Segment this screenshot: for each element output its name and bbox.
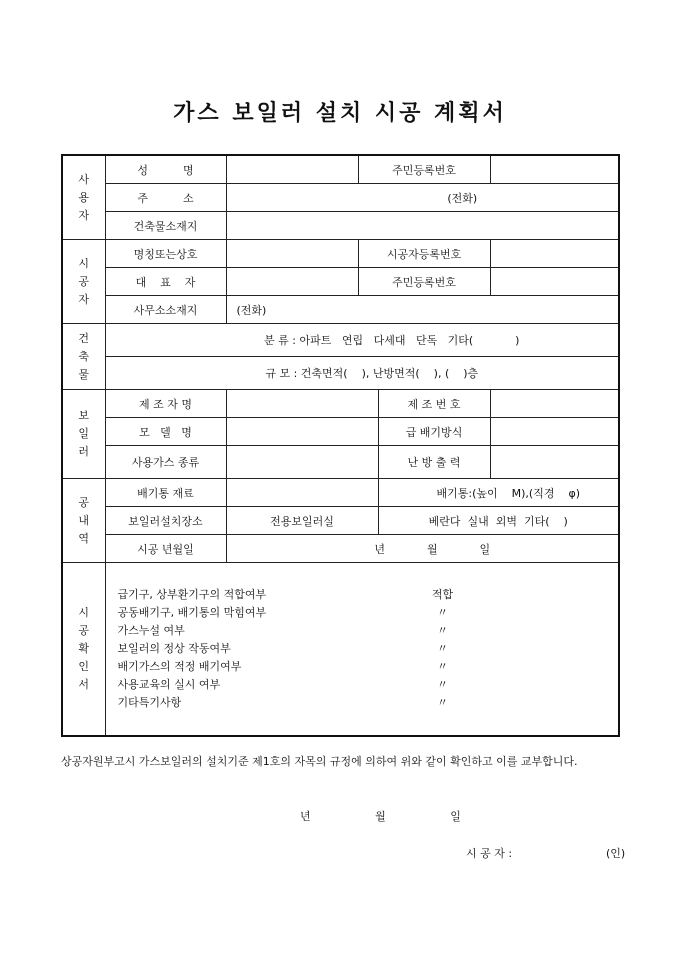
- model-label: 모 델 명: [105, 418, 226, 446]
- confirmation-list: [118, 586, 518, 712]
- representative-field[interactable]: [226, 268, 358, 296]
- confirmation-value[interactable]: 〃: [437, 696, 448, 709]
- exhaust-method-field[interactable]: [490, 418, 619, 446]
- confirmation-value[interactable]: 〃: [437, 624, 448, 637]
- user-rrn-field[interactable]: [490, 155, 619, 184]
- office-location-label: 사무소소재지: [105, 296, 226, 324]
- confirmation-value[interactable]: 〃: [437, 606, 448, 619]
- confirmation-body: [105, 563, 619, 737]
- construction-date-field[interactable]: 년 월 일: [226, 535, 619, 563]
- construction-date-label: 시공 년월일: [105, 535, 226, 563]
- gas-type-field[interactable]: [226, 446, 378, 479]
- address-phone-note: (전화): [447, 191, 478, 205]
- trade-name-field[interactable]: [226, 240, 358, 268]
- confirmation-value[interactable]: 〃: [437, 642, 448, 655]
- contractor-rrn-label: 주민등록번호: [358, 268, 490, 296]
- address-field[interactable]: [226, 184, 619, 212]
- address-label: 주 소: [105, 184, 226, 212]
- section-contractor: 시 공 자: [62, 240, 105, 324]
- exhaust-method-label: 급 배기방식: [378, 418, 490, 446]
- representative-label: 대 표 자: [105, 268, 226, 296]
- building-location-label: 건축물소재지: [105, 212, 226, 240]
- office-location-field[interactable]: [226, 296, 619, 324]
- trade-name-label: 명칭또는상호: [105, 240, 226, 268]
- manufacturer-field[interactable]: [226, 390, 378, 418]
- heating-output-field[interactable]: [490, 446, 619, 479]
- building-scale-line[interactable]: 규 모 : 건축면적( ), 난방면적( ), ( )층: [105, 357, 619, 390]
- gas-type-label: 사용가스 종류: [105, 446, 226, 479]
- manufacturer-label: 제 조 자 명: [105, 390, 226, 418]
- user-rrn-label: 주민등록번호: [358, 155, 490, 184]
- building-type-line[interactable]: 분 류 : 아파트 연립 다세대 단독 기타( ): [105, 324, 619, 357]
- model-field[interactable]: [226, 418, 378, 446]
- section-boiler: 보 일 러: [62, 390, 105, 479]
- document-title: 가스 보일러 설치 시공 계획서: [173, 101, 507, 126]
- section-user: 사 용 자: [62, 155, 105, 240]
- confirmation-item: 사용교육의 실시 여부 〃: [118, 676, 518, 694]
- serial-label: 제 조 번 호: [378, 390, 490, 418]
- confirmation-value[interactable]: 적합: [431, 588, 454, 601]
- office-phone-note: (전화): [236, 303, 267, 317]
- flue-spec[interactable]: 배기통:(높이 M),(직경 φ): [378, 479, 619, 507]
- name-field[interactable]: [226, 155, 358, 184]
- contractor-registration-label: 시공자등록번호: [358, 240, 490, 268]
- section-construction: 공 내 역: [62, 479, 105, 563]
- confirmation-item: 기타특기사항 〃: [118, 694, 518, 712]
- install-place-label: 보일러설치장소: [105, 507, 226, 535]
- section-confirmation: 시 공 확 인 서: [62, 563, 105, 737]
- section-building: 건 축 물: [62, 324, 105, 390]
- confirmation-item: 공동배기구, 배기통의 막힘여부 〃: [118, 604, 518, 622]
- name-label: 성 명: [105, 155, 226, 184]
- contractor-rrn-field[interactable]: [490, 268, 619, 296]
- install-place-options[interactable]: 베란다 실내 외벽 기타( ): [378, 507, 619, 535]
- heating-output-label: 난 방 출 력: [378, 446, 490, 479]
- confirmation-item: 급기구, 상부환기구의 적합여부 적합: [118, 586, 518, 604]
- legal-statement: 상공자원부고시 가스보일러의 설치기준 제1호의 자목의 규정에 의하여 위와 같이 확인하고 이를 교부합니다.: [61, 755, 578, 768]
- seal-mark[interactable]: (인): [606, 847, 626, 860]
- building-location-field[interactable]: [226, 212, 619, 240]
- confirmation-item: 가스누설 여부 〃: [118, 622, 518, 640]
- signer-label: 시 공 자 :: [466, 847, 513, 860]
- serial-field[interactable]: [490, 390, 619, 418]
- confirmation-item: 배기가스의 적정 배기여부 〃: [118, 658, 518, 676]
- confirmation-value[interactable]: 〃: [437, 678, 448, 691]
- plan-form-table: [61, 154, 620, 737]
- confirmation-value[interactable]: 〃: [437, 660, 448, 673]
- flue-material-label: 배기통 재료: [105, 479, 226, 507]
- confirmation-item: 보일러의 정상 작동여부 〃: [118, 640, 518, 658]
- flue-material-field[interactable]: [226, 479, 378, 507]
- contractor-registration-field[interactable]: [490, 240, 619, 268]
- issue-date[interactable]: 년 월 일: [300, 810, 461, 823]
- dedicated-room-option[interactable]: 전용보일러실: [226, 507, 378, 535]
